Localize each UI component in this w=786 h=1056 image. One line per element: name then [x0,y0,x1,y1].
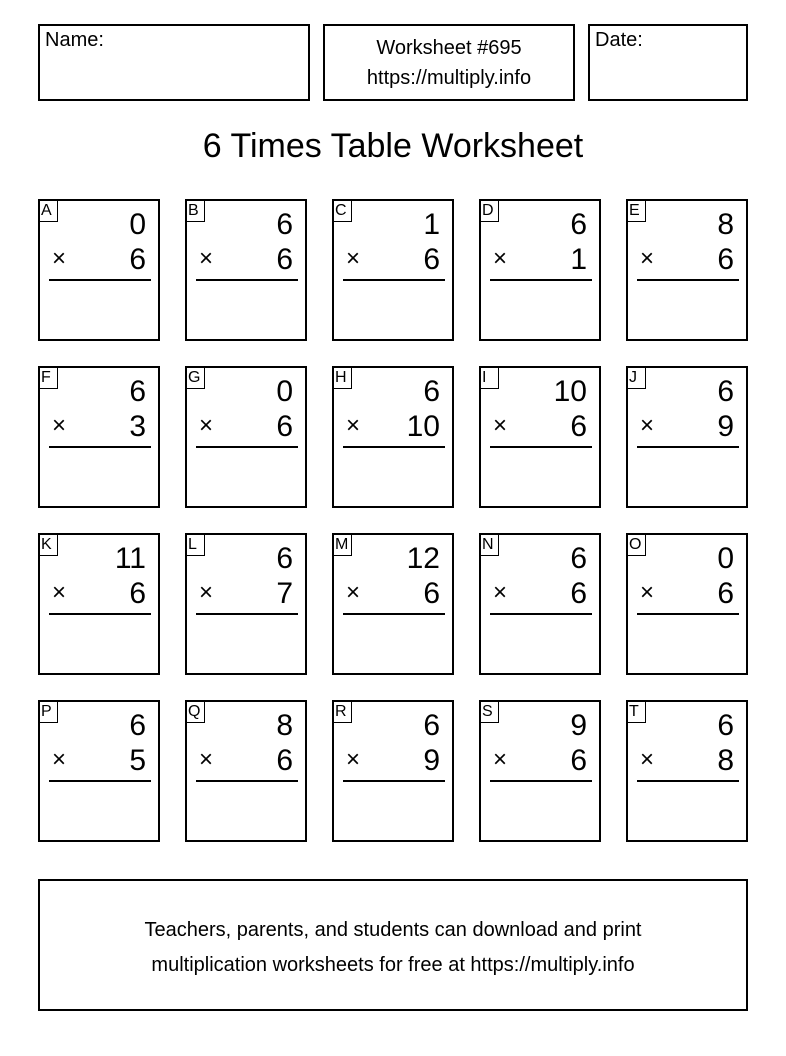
problem-letter: D [479,199,499,222]
problem-o[interactable] [626,533,748,675]
footer-text [40,913,746,983]
multiplicand: 6 [129,709,146,742]
answer-line [343,279,445,281]
answer-line [637,613,739,615]
answer-line [343,780,445,782]
date-field-box[interactable] [588,24,748,101]
multiplicand: 6 [717,709,734,742]
problem-n[interactable] [479,533,601,675]
multiplicand: 1 [423,208,440,241]
problem-letter: I [479,366,499,389]
multiply-sign: × [640,245,655,272]
problem-l[interactable] [185,533,307,675]
multiply-sign: × [346,579,361,606]
multiplier: 5 [129,744,146,777]
multiplier: 6 [570,577,587,610]
page-title: 6 Times Table Worksheet [202,127,584,165]
multiplicand: 6 [717,375,734,408]
date-label: Date: [595,29,643,51]
problem-letter: C [332,199,352,222]
multiply-sign: × [640,746,655,773]
problem-j[interactable] [626,366,748,508]
answer-line [49,613,151,615]
multiplier: 9 [717,410,734,443]
answer-line [196,446,298,448]
answer-line [196,279,298,281]
multiplier: 9 [423,744,440,777]
multiplicand: 6 [423,709,440,742]
multiply-sign: × [52,245,67,272]
multiplier: 6 [717,577,734,610]
multiply-sign: × [493,579,508,606]
answer-line [490,780,592,782]
answer-line [490,446,592,448]
multiply-sign: × [640,579,655,606]
problem-k[interactable] [38,533,160,675]
answer-line [343,613,445,615]
problem-letter: M [332,533,352,556]
problem-letter: L [185,533,205,556]
name-label: Name: [45,29,104,51]
multiplier: 6 [276,243,293,276]
problem-f[interactable] [38,366,160,508]
multiply-sign: × [199,412,214,439]
multiplier: 7 [276,577,293,610]
problem-letter: P [38,700,58,723]
multiplicand: 6 [129,375,146,408]
answer-line [196,780,298,782]
worksheet-number: Worksheet #695 [376,37,522,59]
multiply-sign: × [52,412,67,439]
footer-box [38,879,748,1011]
problem-letter: R [332,700,352,723]
problem-letter: O [626,533,646,556]
multiplicand: 11 [114,542,146,575]
multiply-sign: × [52,579,67,606]
problem-b[interactable] [185,199,307,341]
problem-letter: B [185,199,205,222]
multiply-sign: × [493,412,508,439]
problem-d[interactable] [479,199,601,341]
answer-line [343,446,445,448]
multiplier: 6 [276,744,293,777]
multiplier: 6 [717,243,734,276]
problem-letter: Q [185,700,205,723]
answer-line [637,446,739,448]
problem-m[interactable] [332,533,454,675]
problem-g[interactable] [185,366,307,508]
problem-letter: H [332,366,352,389]
multiplier: 6 [129,243,146,276]
problem-letter: F [38,366,58,389]
answer-line [196,613,298,615]
multiply-sign: × [52,746,67,773]
problem-letter: T [626,700,646,723]
multiplicand: 8 [276,709,293,742]
multiplicand: 9 [570,709,587,742]
answer-line [490,279,592,281]
answer-line [49,279,151,281]
multiplier: 6 [570,410,587,443]
multiply-sign: × [199,579,214,606]
problem-s[interactable] [479,700,601,842]
multiplier: 6 [423,577,440,610]
multiplicand: 0 [717,542,734,575]
answer-line [637,279,739,281]
multiplicand: 0 [276,375,293,408]
problem-letter: S [479,700,499,723]
multiplier: 6 [276,410,293,443]
problem-p[interactable] [38,700,160,842]
problem-grid [38,199,748,841]
multiply-sign: × [199,746,214,773]
problem-e[interactable] [626,199,748,341]
worksheet-info-box [323,24,575,101]
problem-r[interactable] [332,700,454,842]
worksheet-url: https://multiply.info [366,67,532,89]
multiplicand: 10 [553,375,587,408]
footer-line-2: multiplication worksheets for free at https://multiply.info [151,954,635,976]
multiplicand: 8 [717,208,734,241]
name-field-box[interactable] [38,24,310,101]
multiply-sign: × [493,746,508,773]
multiply-sign: × [346,412,361,439]
multiplicand: 12 [406,542,440,575]
problem-letter: G [185,366,205,389]
problem-letter: K [38,533,58,556]
answer-line [637,780,739,782]
problem-i[interactable] [479,366,601,508]
multiplicand: 6 [276,542,293,575]
multiplier: 6 [129,577,146,610]
problem-t[interactable] [626,700,748,842]
multiplier: 8 [717,744,734,777]
multiplier: 6 [570,744,587,777]
answer-line [49,780,151,782]
multiplier: 1 [570,243,587,276]
problem-a[interactable] [38,199,160,341]
problem-letter: J [626,366,646,389]
answer-line [49,446,151,448]
multiplier: 6 [423,243,440,276]
answer-line [490,613,592,615]
multiplicand: 6 [570,542,587,575]
multiplicand: 6 [423,375,440,408]
multiply-sign: × [346,746,361,773]
multiply-sign: × [346,245,361,272]
multiplicand: 6 [276,208,293,241]
multiplicand: 6 [570,208,587,241]
problem-letter: A [38,199,58,222]
multiply-sign: × [493,245,508,272]
problem-q[interactable] [185,700,307,842]
multiply-sign: × [640,412,655,439]
multiplicand: 0 [129,208,146,241]
multiply-sign: × [199,245,214,272]
multiplier: 10 [406,410,440,443]
problem-letter: E [626,199,646,222]
problem-c[interactable] [332,199,454,341]
problem-h[interactable] [332,366,454,508]
footer-line-1: Teachers, parents, and students can download and print [144,919,642,941]
problem-letter: N [479,533,499,556]
multiplier: 3 [129,410,146,443]
